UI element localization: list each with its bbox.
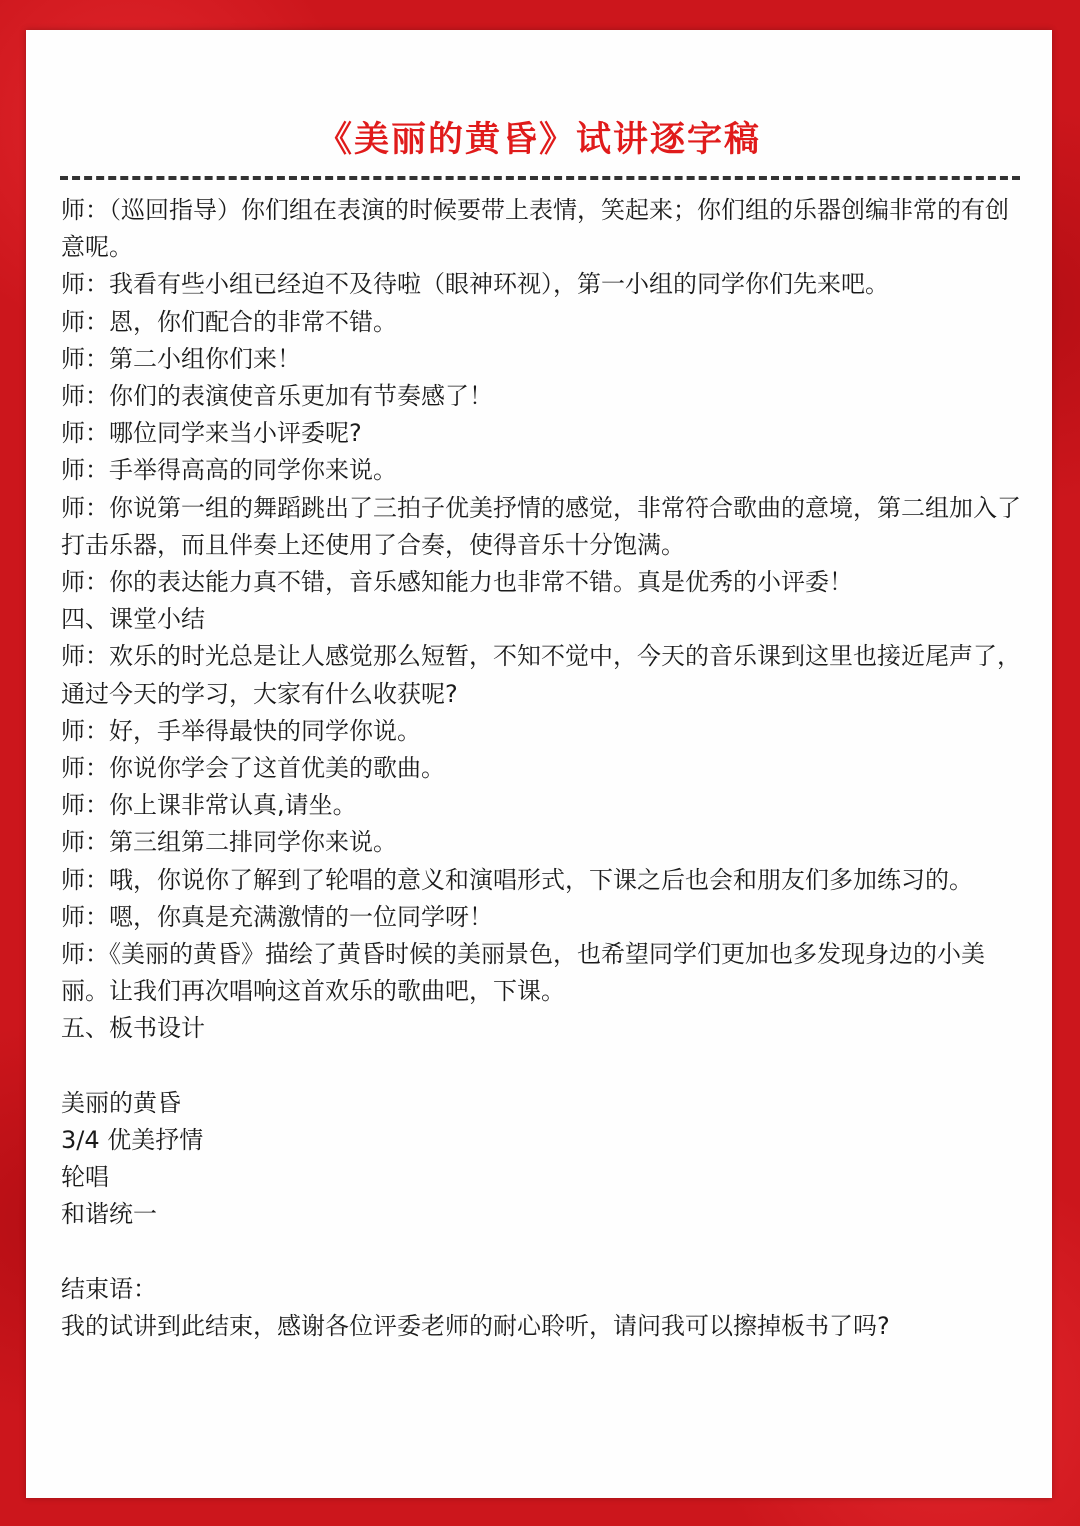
script-line: 师：欢乐的时光总是让人感觉那么短暂，不知不觉中，今天的音乐课到这里也接近尾声了，通过今天的学习，大家有什么收获呢?	[61, 642, 1021, 708]
closing-label: 结束语：	[61, 1274, 157, 1303]
script-line: 师：你们的表演使音乐更加有节奏感了！	[61, 382, 493, 411]
script-line: 师：《美丽的黄昏》描绘了黄昏时候的美丽景色，也希望同学们更加也多发现身边的小美丽。让我们再次唱响这首欢乐的歌曲吧，下课。	[61, 940, 985, 1006]
script-line: 师：好，手举得最快的同学你说。	[61, 716, 421, 745]
script-line: 师：第二小组你们来！	[61, 344, 301, 373]
script-line: 师：我看有些小组已经迫不及待啦（眼神环视），第一小组的同学你们先来吧。	[61, 270, 889, 299]
board-item: 美丽的黄昏	[61, 1088, 181, 1117]
board-item: 和谐统一	[61, 1200, 157, 1229]
board-item: 3/4 优美抒情	[61, 1126, 204, 1155]
script-line: 师：嗯，你真是充满激情的一位同学呀！	[61, 902, 493, 931]
document-body	[61, 192, 1021, 1345]
script-line: 师：第三组第二排同学你来说。	[61, 828, 397, 857]
script-line: 师：哪位同学来当小评委呢?	[61, 419, 362, 448]
board-item: 轮唱	[61, 1163, 109, 1192]
script-line: 师：你上课非常认真,请坐。	[61, 791, 357, 820]
script-line: 师：恩，你们配合的非常不错。	[61, 307, 397, 336]
script-line: 师：哦，你说你了解到了轮唱的意义和演唱形式，下课之后也会和朋友们多加练习的。	[61, 865, 973, 894]
script-line: 师：你的表达能力真不错，音乐感知能力也非常不错。真是优秀的小评委！	[61, 568, 853, 597]
dashed-divider	[60, 176, 1020, 180]
script-line: 师：手举得高高的同学你来说。	[61, 456, 397, 485]
document-title: 《美丽的黄昏》试讲逐字稿	[316, 120, 761, 160]
section-heading-board-design: 五、板书设计	[61, 1014, 205, 1043]
document-page	[26, 30, 1052, 1498]
script-line: 师：（巡回指导）你们组在表演的时候要带上表情，笑起来；你们组的乐器创编非常的有创意呢。	[61, 196, 1009, 262]
closing-text: 我的试讲到此结束，感谢各位评委老师的耐心聆听，请问我可以擦掉板书了吗?	[61, 1312, 890, 1341]
script-line: 师：你说你学会了这首优美的歌曲。	[61, 754, 445, 783]
script-line: 师：你说第一组的舞蹈跳出了三拍子优美抒情的感觉，非常符合歌曲的意境，第二组加入了打击乐器，而且伴奏上还使用了合奏，使得音乐十分饱满。	[61, 493, 1021, 559]
section-heading-summary: 四、课堂小结	[61, 605, 205, 634]
